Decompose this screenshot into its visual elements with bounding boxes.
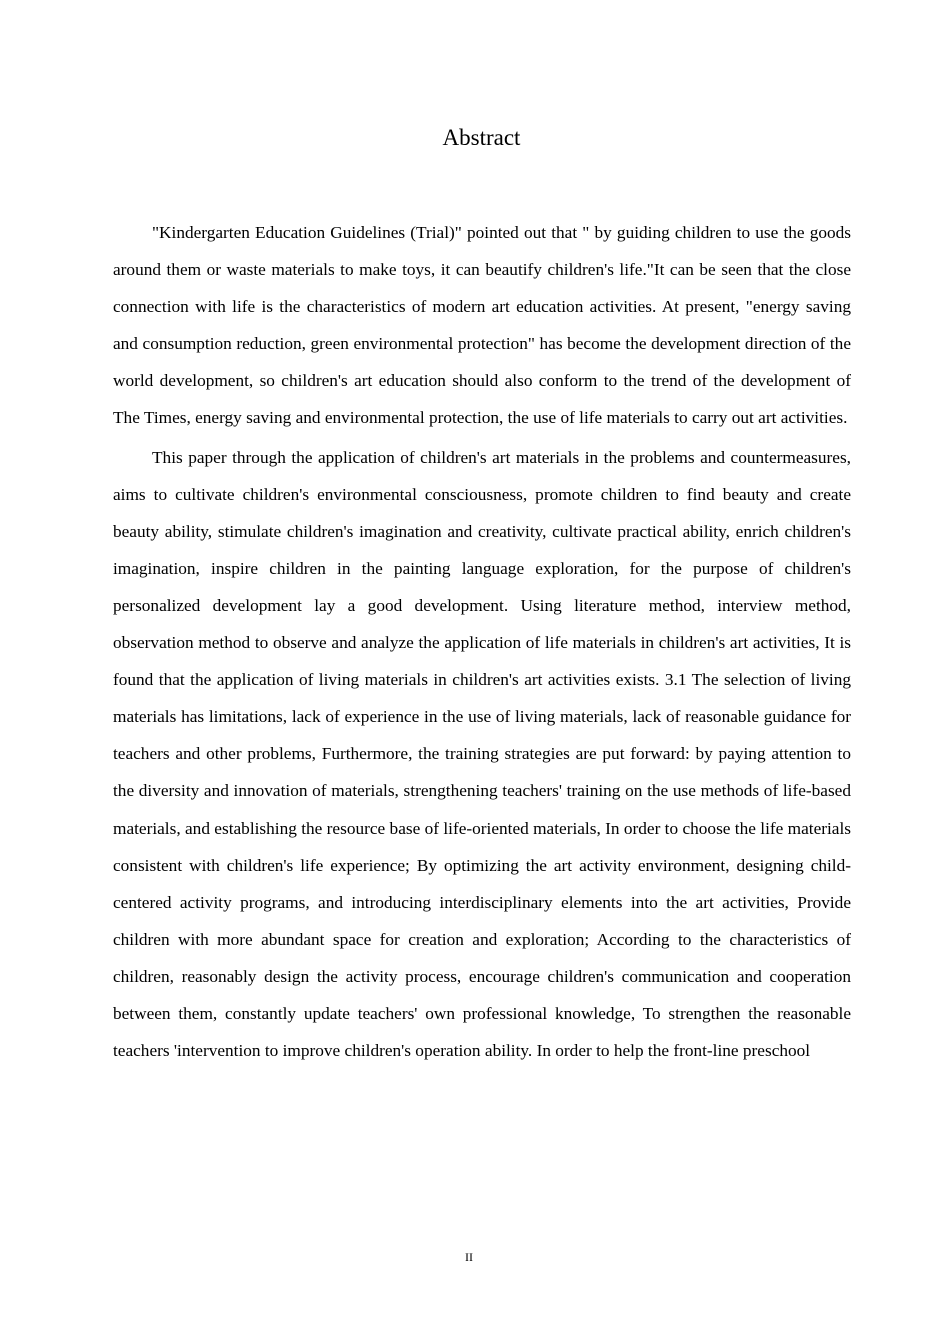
abstract-body [113, 214, 851, 1069]
abstract-title: Abstract [442, 125, 521, 150]
abstract-paragraph-2: This paper through the application of children's art materials in the problems and countermeasures, aims to cultivate children's environmental consciousness, promote children to find beauty and create beauty ability, stimulate children's imagination and creativity, cultivate practical ability, enrich children's imagination, inspire children in the painting language exploration, for the purpose of children's personalized development lay a good development. Using literature method, interview method, observation method to observe and analyze the application of life materials in children's art activities, It is found that the application of living materials in children's art activities exists. 3.1 The selection of living materials has limitations, lack of experience in the use of living materials, lack of reasonable guidance for teachers and other problems, Furthermore, the training strategies are put forward: by paying attention to the diversity and innovation of materials, strengthening teachers' training on the use methods of life-based materials, and establishing the resource base of life-oriented materials, In order to choose the life materials consistent with children's life experience; By optimizing the art activity environment, designing child-centered activity programs, and introducing interdisciplinary elements into the art activities, Provide children with more abundant space for creation and exploration; According to the characteristics of children, reasonably design the activity process, encourage children's communication and cooperation between them, constantly update teachers' own professional knowledge, To strengthen the reasonable teachers 'intervention to improve children's operation ability. In order to help the front-line preschool [113, 447, 851, 1061]
abstract-paragraph-1: "Kindergarten Education Guidelines (Trial)" pointed out that " by guiding children to use the goods around them or waste materials to make toys, it can beautify children's life."It can be seen that the close connection with life is the characteristics of modern art education activities. At present, "energy saving and consumption reduction, green environmental protection" has become the development direction of the world development, so children's art education should also conform to the trend of the development of The Times, energy saving and environmental protection, the use of life materials to carry out art activities. [113, 223, 851, 428]
page-number: II [465, 1250, 473, 1264]
